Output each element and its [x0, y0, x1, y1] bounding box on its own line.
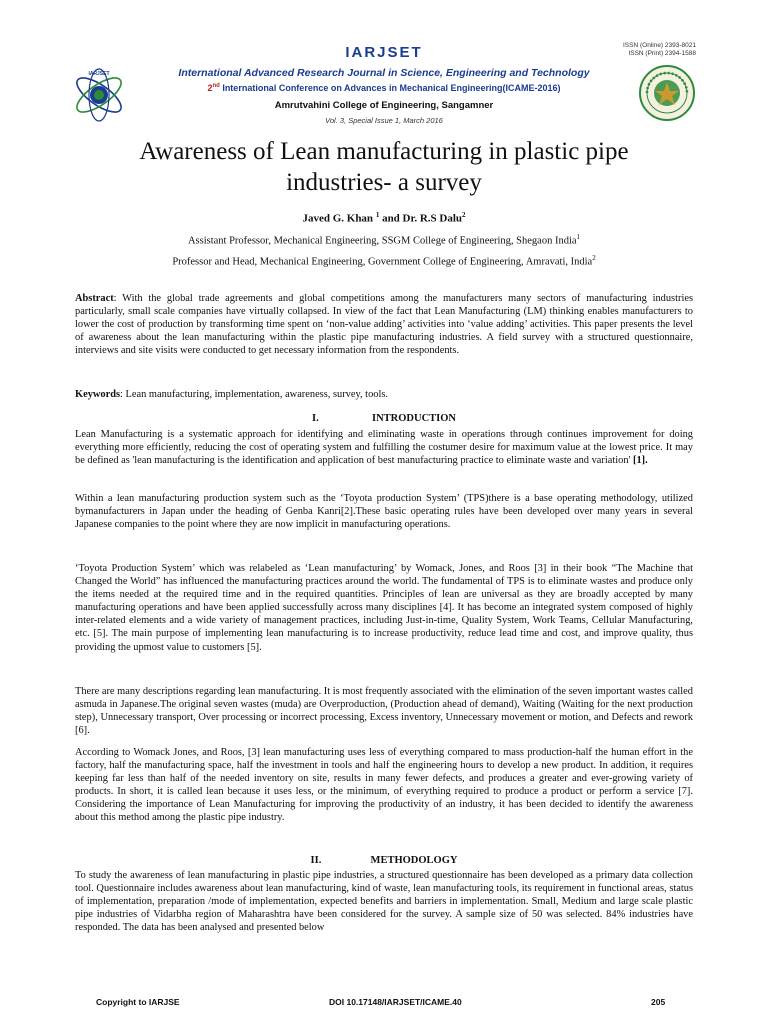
journal-full-name: International Advanced Research Journal in Science, Engineering and Technology: [178, 67, 590, 79]
intro-p1-ref: [1].: [630, 455, 648, 467]
footer-copyright: Copyright to IARJSE: [96, 997, 180, 1007]
author-1-sup: 1: [375, 211, 380, 219]
journal-abbr: IARJSET: [345, 44, 423, 61]
title-line-1: Awareness of Lean manufacturing in plastic pipe: [139, 138, 629, 165]
section-2-title: METHODOLOGY: [370, 855, 458, 866]
intro-paragraph-3: ‘Toyota Production System’ which was relabeled as ‘Lean manufacturing’ by Womack, Jones, and Roos [3] in their book “The Machine that Changed the World” has influenced the manufacturing practices around the world. The fundamental of TPS is to eliminate wastes and produce only the items needed at the required time and in the required quantities. Principles of lean are universal as they are broadly accepted by many manufacturing operations and have been applied successfully across many disciplines [4]. It has become an integrated system composed of highly inter-related elements and a wide variety of management practices, including Just-in-time, Quality System, Work Teams, Cellular Manufacturing, etc. [5]. The main purpose of implementing lean manufacturing is to increase productivity, reduce lead time and cost, and improve quality, thus providing the upmost value to customers [5].: [75, 563, 693, 653]
author-2: and Dr. R.S Dalu: [379, 212, 463, 225]
section-1-number: I.: [311, 413, 319, 424]
abstract-label: Abstract: [75, 293, 114, 304]
affiliation-2-sup: 2: [592, 254, 596, 262]
logo-left-label: IARJSET: [88, 71, 110, 77]
conference-ordinal-sup: nd: [212, 83, 220, 89]
section-heading-introduction: [75, 413, 693, 424]
intro-p1-text: Lean Manufacturing is a systematic approach for identifying and eliminating waste in operations through continues improvement for doing everything more efficiently, reducing the cost of operating system and fulfilling the costumer desire for maximum value at the lowest price. It may be defined as 'lean manufacturing is the identification and application of best manufacturing practice to eliminate waste and variation': [75, 429, 693, 467]
affiliation-1-text: Assistant Professor, Mechanical Engineering, SSGM College of Engineering, Shegaon India: [187, 235, 577, 247]
conference-title: International Conference on Advances in Mechanical Engineering(ICAME-2016): [222, 83, 561, 93]
abstract-text: : With the global trade agreements and global competitions among the manufacturers many sectors of manufacturing industries particularly, small scale companies have virtually collapsed. In view of the fact that Lean Manufacturing (LM) thinking enables manufacturers to lower the cost of production by transforming time spent on ‘non-value adding’ activities into ‘value adding’ activities. This paper presents the level of awareness about the lean manufacturing within the plastic pipe manufacturing industries. A field survey with a structured questionnaire, interviews and site visits were conducted to get necessary information from the respondents.: [75, 293, 693, 357]
intro-paragraph-4: There are many descriptions regarding lean manufacturing. It is most frequently associated with the elimination of the seven important wastes called asmuda in Japanese.The original seven wastes (muda) are Overproduction, (Production ahead of demand), Waiting (Waiting for the next production step), Unnecessary transport, Over processing or incorrect processing, Excess inventory, Unnecessary movement or motion, and Defects and rework [6].: [75, 686, 693, 737]
title-line-2: industries- a survey: [286, 169, 482, 196]
issn-online: ISSN (Online) 2393-8021: [623, 42, 696, 49]
methodology-paragraph-1: To study the awareness of lean manufacturing in plastic pipe industries, a structured questionnaire has been developed as a primary data collection tool. Questionnaire includes awareness about lean manufacturing, kind of waste, lean manufacturing tools, its requirement in functional areas, status of implementation, preparation /mode of implementation, expected benefits and barriers in implementation. Small, Medium and large scale plastic pipe industries of Vidarbha region of Maharashtra have been considered for the survey. A sample size of 50 was selected. 84% industries have responded. The data has been analysed and presented below: [75, 870, 693, 934]
intro-paragraph-1: [75, 428, 693, 467]
intro-paragraph-5: According to Womack Jones, and Roos, [3] lean manufacturing uses less of everything compared to mass production-half the human effort in the factory, half the manufacturing space, half the investment in tools and half the engineering hours to develop a new product. In addition, it requires keeping far less than half of the needed inventory on site, results in many fewer defects, and produces a greater and ever-growing variety of products. In short, it is called lean because it uses less, or the minimum, of everything required to produce a product or perform a service [7]. Considering the importance of Lean Manufacturing for improving the productivity of an industry, it has been decided to identify the awareness about this method among the plastic pipe industry.: [75, 747, 693, 824]
volume-info: Vol. 3, Special Issue 1, March 2016: [325, 116, 443, 125]
affiliation-2-text: Professor and Head, Mechanical Engineering, Government College of Engineering, Amravati, India: [172, 256, 593, 268]
intro-paragraph-2: Within a lean manufacturing production system such as the ‘Toyota production System’ (TPS)there is a base operating methodology, utilized bymanufacturers in Japan under the heading of Genba Kanri[2].These basic operating rules have been developed over many years in several Japanese companies to the point where they are now implicit in manufacturing operations.: [75, 493, 693, 531]
section-1-title: INTRODUCTION: [371, 413, 456, 424]
section-heading-methodology: [75, 855, 693, 866]
section-2-number: II.: [310, 855, 322, 866]
authors: [60, 211, 708, 225]
keywords-text: : Lean manufacturing, implementation, awareness, survey, tools.: [120, 389, 388, 400]
author-1: Javed G. Khan: [302, 212, 376, 225]
conference-ordinal: 2: [207, 83, 213, 93]
iarjset-logo: [70, 64, 128, 126]
issn-print: ISSN (Print) 2394-1588: [628, 50, 696, 57]
footer-doi: DOI 10.17148/IARJSET/ICAME.40: [329, 997, 462, 1007]
affiliation-2: [60, 254, 708, 268]
affiliation-1-sup: 1: [576, 233, 581, 241]
paper-title: [60, 136, 708, 198]
footer-page-number: 205: [651, 997, 666, 1007]
affiliation-1: [60, 233, 708, 247]
author-2-sup: 2: [462, 211, 466, 219]
abstract: [75, 292, 693, 357]
keywords-label: Keywords: [75, 389, 121, 400]
keywords: [75, 388, 693, 401]
college-name: Amrutvahini College of Engineering, Sangamner: [274, 100, 494, 111]
college-seal-logo: [638, 64, 696, 122]
college-seal-icon: [638, 64, 696, 122]
conference-name: [150, 83, 618, 93]
